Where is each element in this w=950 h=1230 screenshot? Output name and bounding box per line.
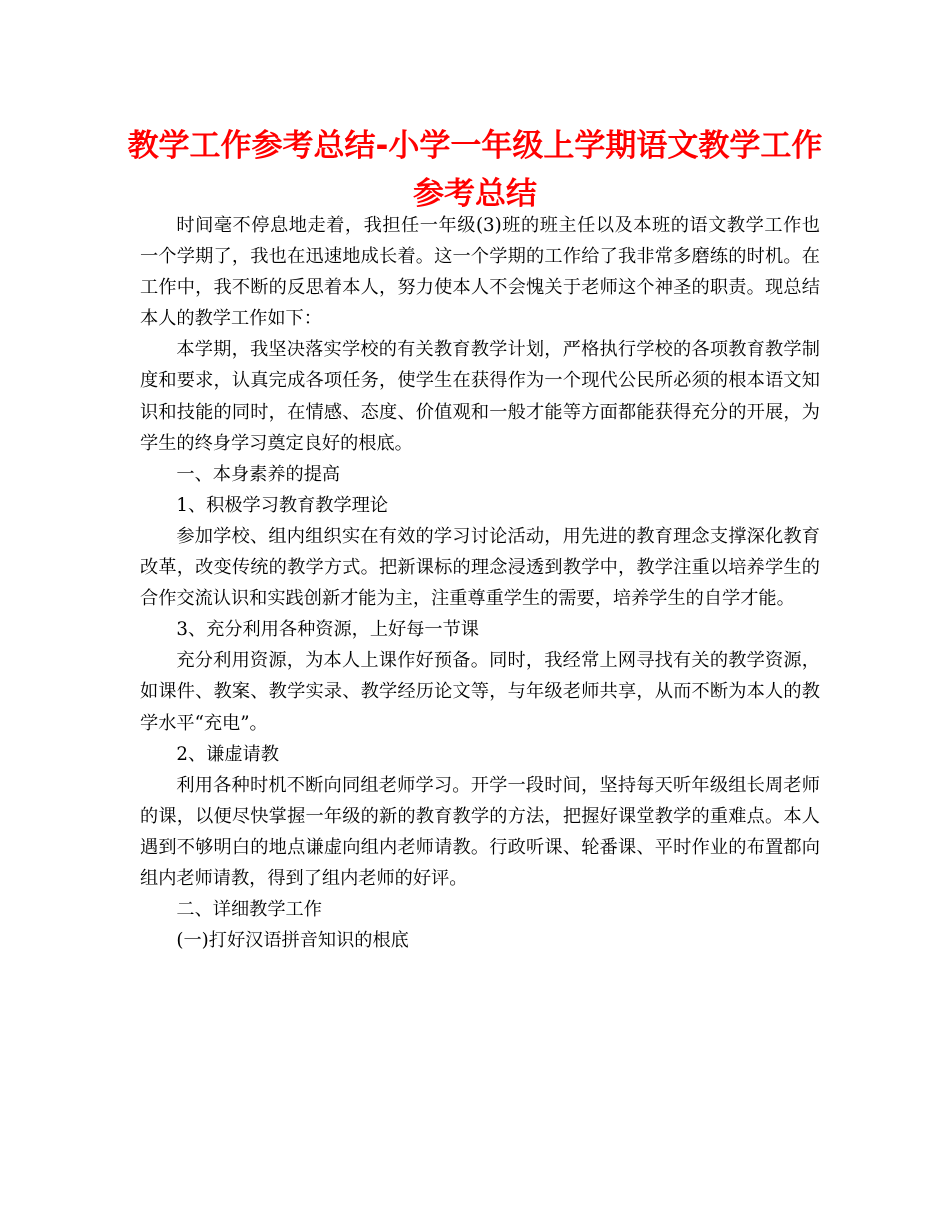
document-title: 教学工作参考总结-小学一年级上学期语文教学工作参考总结 bbox=[127, 128, 823, 212]
paragraph-intro: 时间毫不停息地走着，我担任一年级(3)班的班主任以及本班的语文教学工作也一个学期了，我也在迅速地成长着。这一个学期的工作给了我非常多磨练的时机。在工作中，我不断的反思着本人，努力使本人不会愧关于老师这个神圣的职责。现总结本人的教学工作如下： bbox=[140, 215, 820, 330]
subheading-ask-for-advice: 2、谦虚请教 bbox=[176, 743, 279, 765]
paragraph-semester-plan: 本学期，我坚决落实学校的有关教育教学计划，严格执行学校的各项教育教学制度和要求，认真完成各项任务，使学生在获得作为一个现代公民所必须的根本语文知识和技能的同时，在情感、态度、价值观和一般才能等方面都能获得充分的开展，为学生的终身学习奠定良好的根底。 bbox=[140, 339, 820, 454]
paragraph-use-resources: 充分利用资源，为本人上课作好预备。同时，我经常上网寻找有关的教学资源，如课件、教案、教学实录、教学经历论文等，与年级老师共享，从而不断为本人的教学水平“充电”。 bbox=[140, 650, 820, 734]
paragraph-learn-theory: 参加学校、组内组织实在有效的学习讨论活动，用先进的教育理念支撑深化教育改革，改变传统的教学方式。把新课标的理念浸透到教学中，教学注重以培养学生的合作交流认识和实践创新才能为主，注重尊重学生的需要，培养学生的自学才能。 bbox=[140, 525, 820, 610]
subheading-pinyin-foundation: (一)打好汉语拼音知识的根底 bbox=[176, 930, 409, 952]
section-heading-teaching-work: 二、详细教学工作 bbox=[176, 899, 322, 921]
section-heading-self-improvement: 一、本身素养的提高 bbox=[176, 463, 341, 485]
subheading-learn-theory: 1、积极学习教育教学理论 bbox=[176, 494, 389, 516]
paragraph-ask-for-advice: 利用各种时机不断向同组老师学习。开学一段时间，坚持每天听年级组长周老师的课，以便尽快掌握一年级的新的教育教学的方法，把握好课堂教学的重难点。本人遇到不够明白的地点谦虚向组内老师请教。行政听课、轮番课、平时作业的布置都向组内老师请教，得到了组内老师的好评。 bbox=[140, 774, 820, 889]
subheading-use-resources: 3、充分利用各种资源，上好每一节课 bbox=[176, 619, 479, 641]
document-body bbox=[140, 210, 820, 956]
